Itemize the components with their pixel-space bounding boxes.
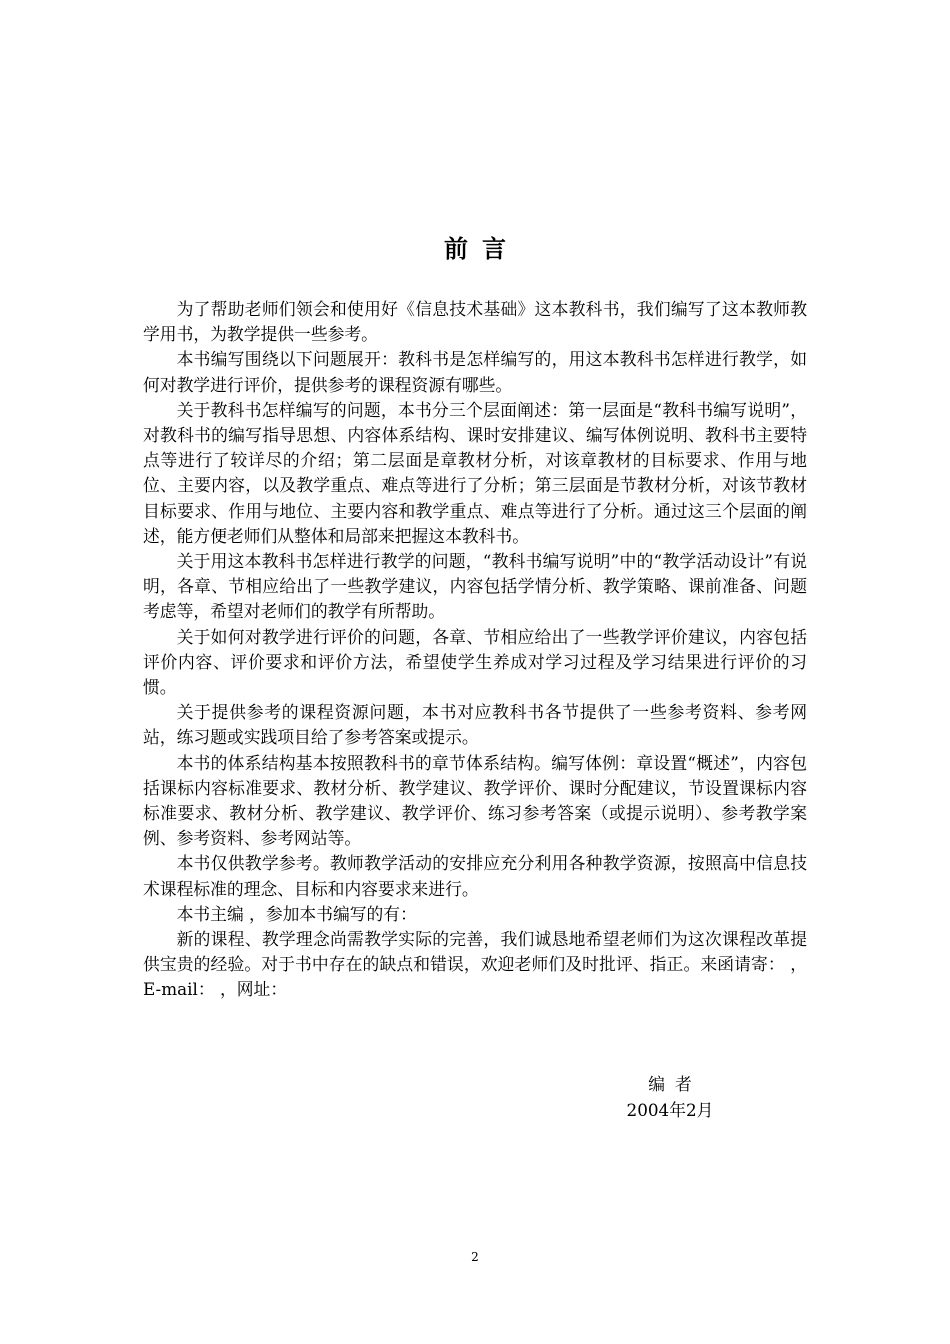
page-title: 前言 (444, 235, 520, 263)
paragraph-7: 本书的体系结构基本按照教科书的章节体系结构。编写体例：章设置“概述”，内容包括课标内容标准要求、教材分析、教学建议、教学评价、课时分配建议，节设置课标内容标准要求、教材分析、教学建议、教学评价、练习参考答案（或提示说明）、参考教学案例、参考资料、参考网站等。 (143, 752, 807, 849)
page-number: 2 (471, 1250, 479, 1264)
paragraph-4: 关于用这本教科书怎样进行教学的问题，“教科书编写说明”中的“教学活动设计”有说明，各章、节相应给出了一些教学建议，内容包括学情分析、教学策略、课前准备、问题考虑等，希望对老师们的教学有所帮助。 (143, 551, 807, 622)
preface-body (143, 297, 807, 1003)
paragraph-2: 本书编写围绕以下问题展开：教科书是怎样编写的，用这本教科书怎样进行教学，如何对教学进行评价，提供参考的课程资源有哪些。 (143, 349, 807, 395)
signature-block (600, 1071, 740, 1123)
paragraph-9: 本书主编 ，参加本书编写的有： (176, 903, 417, 924)
paragraph-10: 新的课程、教学理念尚需教学实际的完善，我们诚恳地希望老师们为这次课程改革提供宝贵的经验。对于书中存在的缺点和错误，欢迎老师们及时批评、指正。来函请寄： ，E-mail： ，网址： (143, 929, 807, 1000)
paragraph-1: 为了帮助老师们领会和使用好《信息技术基础》这本教科书，我们编写了这本教师教学用书，为教学提供一些参考。 (143, 299, 807, 345)
paragraph-3: 关于教科书怎样编写的问题，本书分三个层面阐述：第一层面是“教科书编写说明”，对教科书的编写指导思想、内容体系结构、课时安排建议、编写体例说明、教科书主要特点等进行了较详尽的介绍；第二层面是章教材分析，对该章教材的目标要求、作用与地位、主要内容，以及教学重点、难点等进行了分析；第三层面是节教材分析，对该节教材目标要求、作用与地位、主要内容和教学重点、难点等进行了分析。通过这三个层面的阐述，能方便老师们从整体和局部来把握这本教科书。 (143, 399, 807, 546)
paragraph-6: 关于提供参考的课程资源问题，本书对应教科书各节提供了一些参考资料、参考网站，练习题或实践项目给了参考答案或提示。 (143, 702, 807, 748)
signature-editor: 编者 (648, 1074, 702, 1094)
paragraph-5: 关于如何对教学进行评价的问题，各章、节相应给出了一些教学评价建议，内容包括评价内容、评价要求和评价方法，希望使学生养成对学习过程及学习结果进行评价的习惯。 (143, 626, 807, 698)
signature-date: 2004年2月 (626, 1100, 714, 1120)
paragraph-8: 本书仅供教学参考。教师教学活动的安排应充分利用各种教学资源，按照高中信息技术课程标准的理念、目标和内容要求来进行。 (143, 853, 807, 899)
